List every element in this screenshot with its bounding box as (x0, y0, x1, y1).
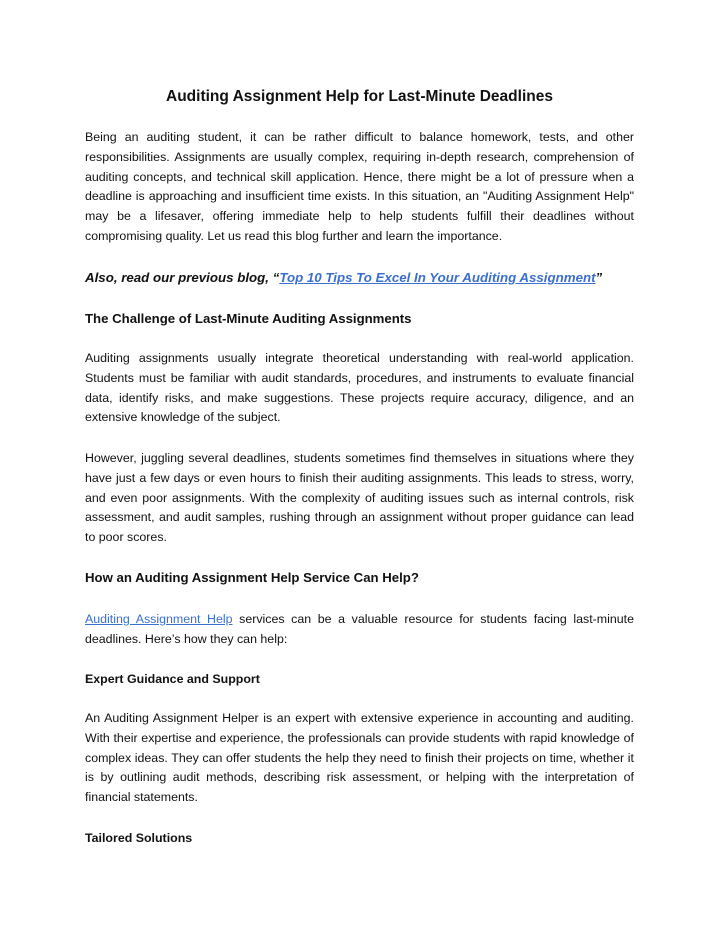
also-read-prefix: Also, read our previous blog, “ (85, 270, 280, 285)
intro-paragraph: Being an auditing student, it can be rather difficult to balance homework, tests, and other responsibilities. Assignments are usually complex, requiring in-depth research, comprehension of auditing concepts, and technical skill application. Hence, there might be a lot of pressure when a deadline is approaching and insufficient time exists. In this situation, an "Auditing Assignment Help" may be a lifesaver, offering immediate help to help students fulfill their deadlines without compromising quality. Let us read this blog further and learn the importance. (85, 130, 634, 243)
help-service-text: services can be a valuable resource for students facing last-minute deadlines. Here’s how they can help: (85, 612, 635, 646)
challenge-paragraph-1: Auditing assignments usually integrate theoretical understanding with real-world application. Students must be familiar with audit standards, procedures, and instruments to evaluate financial data, identify risks, and make suggestions. These projects require accuracy, diligence, and an extensive knowledge of the subject. (85, 351, 634, 425)
subheading-expert-guidance: Expert Guidance and Support (85, 672, 260, 686)
page-title: Auditing Assignment Help for Last-Minute Deadlines (166, 88, 553, 105)
expert-guidance-paragraph: An Auditing Assignment Helper is an expert with extensive experience in accounting and auditing. With their expertise and experience, the professionals can provide students with rapid knowledge of complex ideas. They can offer students the help they need to finish their projects on time, whether it is by outlining audit methods, describing risk assessment, or helping with the interpretation of financial statements. (85, 711, 634, 805)
help-service-paragraph (85, 610, 634, 650)
section-heading-challenge: The Challenge of Last-Minute Auditing Assignments (85, 311, 412, 326)
challenge-paragraph-2: However, juggling several deadlines, students sometimes find themselves in situations where they have just a few days or even hours to finish their auditing assignments. This leads to stress, worry, and even poor assignments. With the complexity of auditing issues such as internal controls, risk assessment, and audit samples, rushing through an assignment without proper guidance can lead to poor scores. (85, 451, 634, 545)
subheading-tailored-solutions: Tailored Solutions (85, 831, 193, 845)
previous-blog-link[interactable]: Top 10 Tips To Excel In Your Auditing Assignment (279, 270, 596, 285)
auditing-assignment-help-link[interactable]: Auditing Assignment Help (85, 612, 233, 626)
also-read-line (85, 268, 634, 288)
also-read-suffix: ” (595, 270, 603, 285)
section-heading-help-service: How an Auditing Assignment Help Service Can Help? (85, 570, 419, 585)
